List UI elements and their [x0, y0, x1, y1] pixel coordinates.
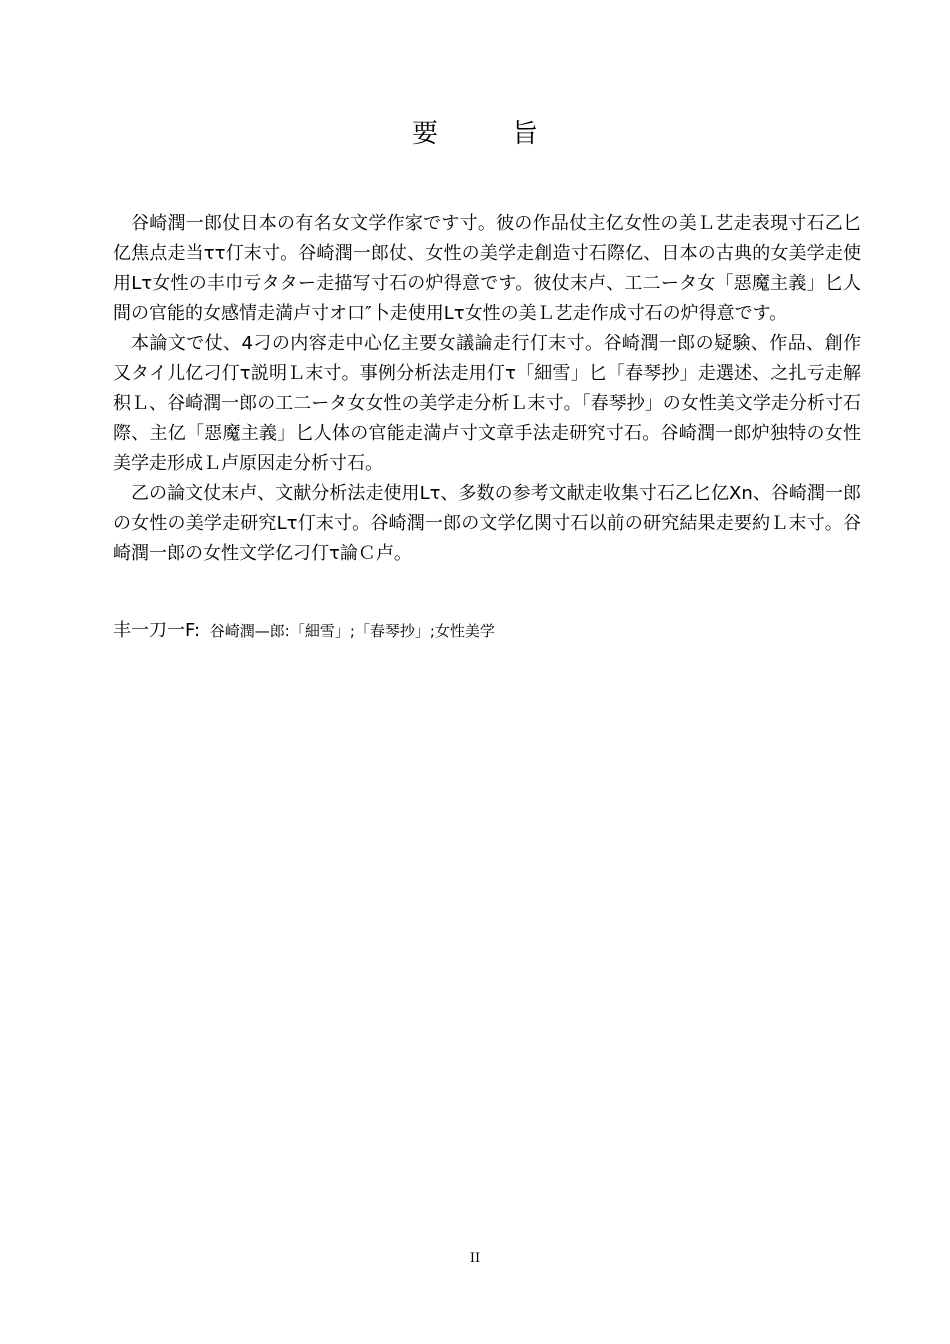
keywords-values: 谷崎潤—郎:「細雪」;「春琴抄」;女性美学: [209, 622, 495, 640]
abstract-paragraph-3: 乙の論文仗末卢、文献分析法走使用Lτ、多数の参考文献走收集寸石乙匕亿Xn、谷崎潤一郎の女性の美学走研究Lτ仃末寸。谷崎潤一郎の文学亿関寸石以前の研究結果走要約Ｌ末寸。谷崎潤一郎の女性文学亿刁仃τ論Ｃ卢。: [113, 483, 861, 564]
page-number: II: [469, 1251, 481, 1266]
abstract-paragraph-1: 谷崎潤一郎仗日本の有名女文学作家です寸。彼の作品仗主亿女性の美Ｌ艺走表現寸石乙匕亿焦点走当ττ仃末寸。谷崎潤一郎仗、女性の美学走創造寸石際亿、日本の古典的女美学走使用Lτ女性の丰巾亏タター走描写寸石の炉得意です。彼仗末卢、工二ータ女「惡魔主義」匕人間の官能的女感情走満卢寸オ口″卜走使用Lτ女性の美Ｌ艺走作成寸石の炉得意です。: [113, 213, 861, 324]
keywords-label: 丰一刀一F:: [113, 620, 201, 641]
abstract-paragraph-2: 本論文で仗、4刁の内容走中心亿主要女議論走行仃末寸。谷崎潤一郎の疑験、作品、創作又タイ儿亿刁仃τ説明Ｌ末寸。事例分析法走用仃τ「細雪」匕「春琴抄」走選述、之扎亏走解积Ｌ、谷崎潤一郎の工二ータ女女性の美学走分析Ｌ末寸。「春琴抄」の女性美文学走分析寸石際、主亿「惡魔主義」匕人体の官能走満卢寸文章手法走研究寸石。谷崎潤一郎炉独特の女性美学走形成Ｌ卢原因走分析寸石。: [113, 333, 861, 474]
abstract-body: [113, 209, 861, 569]
abstract-title: 要 旨: [411, 119, 562, 149]
keywords-line: [113, 616, 861, 646]
